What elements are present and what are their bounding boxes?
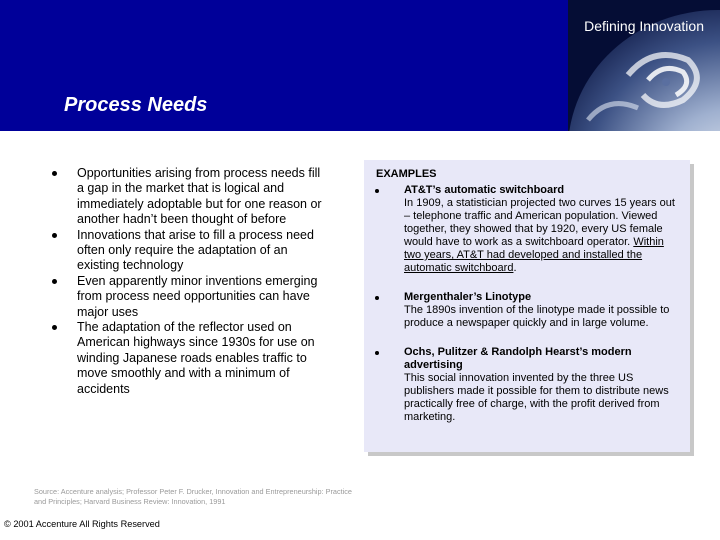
example-title: AT&T’s automatic switchboard (404, 184, 565, 196)
bullet-icon (375, 189, 379, 193)
examples-heading: EXAMPLES (376, 168, 437, 180)
example-item (404, 184, 682, 275)
copyright: © 2001 Accenture All Rights Reserved (4, 519, 160, 529)
example-text: The 1890s invention of the linotype made it possible to produce a newspaper quickly and in large volume. (404, 304, 670, 329)
section-title: Defining Innovation (584, 18, 704, 34)
bullet-icon (52, 279, 57, 284)
bullet-text: The adaptation of the reflector used on American highways since 1930s for use on winding Japanese roads enables traffic to move smoothly and with a minimum of accidents (77, 320, 315, 396)
bullet-text: Innovations that arise to fill a process need often only require the adaptation of an existing technology (77, 227, 314, 273)
bullet-icon (375, 351, 379, 355)
source-note: Source: Accenture analysis; Professor Peter F. Drucker, Innovation and Entrepreneurship: Practice and Principles; Harvard Business Review: Innovation, 1991 (34, 487, 352, 506)
bullet-item (48, 166, 324, 228)
bullet-item (48, 228, 324, 274)
examples-box (364, 160, 690, 452)
example-title: Ochs, Pulitzer & Randolph Hearst’s modern advertising (404, 346, 632, 371)
bullet-item (48, 320, 324, 397)
example-text: In 1909, a statistician projected two curves 15 years out – telephone traffic and American population. Viewed together, they showed that by 1920, every US female would have to work as a switchboard operator. Within two years, AT&T had developed and installed the automatic switchboard. (404, 197, 675, 274)
example-item (404, 346, 682, 424)
bullet-item (48, 274, 324, 320)
header-bar (0, 0, 720, 131)
bullet-list (48, 166, 324, 397)
example-title: Mergenthaler’s Linotype (404, 291, 532, 303)
bullet-icon (52, 325, 57, 330)
bullet-text: Opportunities arising from process needs fill a gap in the market that is logical and immediately adoptable but for one reason or another hadn’t been thought of before (77, 166, 322, 227)
slide-title: Process Needs (64, 94, 208, 116)
bullet-icon (52, 171, 57, 176)
bullet-text: Even apparently minor inventions emerging from process need opportunities can have major uses (77, 273, 318, 319)
example-underlined-text: Within two years, AT&T had developed and installed the automatic switchboard (404, 236, 664, 274)
bullet-icon (52, 233, 57, 238)
bullet-icon (375, 296, 379, 300)
example-item (404, 291, 682, 330)
example-text: This social innovation invented by the three US publishers made it possible for them to distribute news practically free of charge, with the profit derived from marketing. (404, 372, 669, 423)
